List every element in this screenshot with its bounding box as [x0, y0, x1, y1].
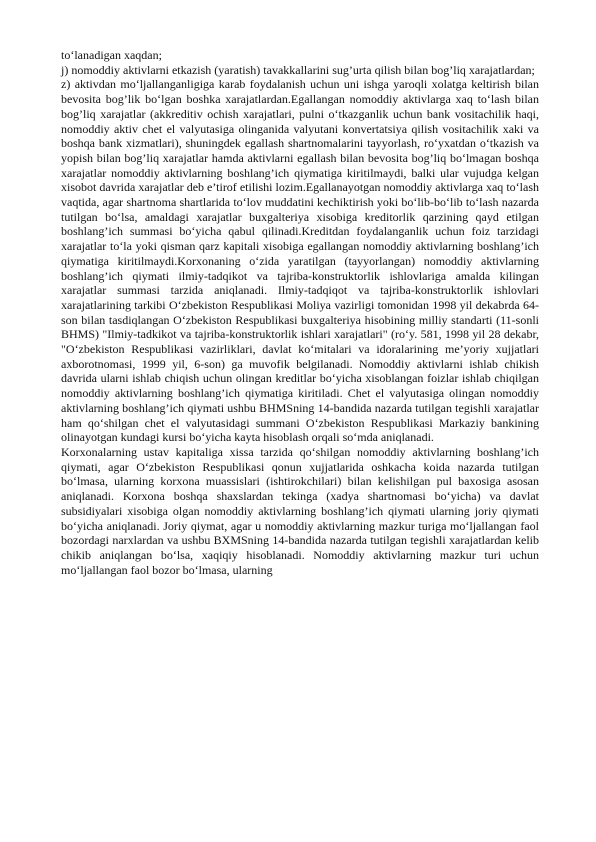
paragraph-1: to‘lanadigan xaqdan;: [61, 48, 162, 62]
paragraph-2: j) nomoddiy aktivlarni etkazish (yaratish) tavakkallarini sug’urta qilish bilan bog’liq xarajatlardan;: [61, 62, 535, 77]
document-page: [61, 48, 539, 577]
paragraph-4: Korxonalarning ustav kapitaliga xissa tarzida qo‘shilgan nomoddiy aktivlarning boshlang’ich qiymati, agar O‘zbekiston Respublikasi qonun xujjatlarida oshkacha koida nazarda tutilgan bo‘lmasa, ularning korxona muassislari (ishtirokchilari) bilan kelishilgan pul baxosiga asosan aniqlanadi. Korxona boshqa shaxslardan tekinga (xadya shartnomasi bo‘yicha) va davlat subsidiyalari xisobiga olgan nomoddiy aktivlarning boshlang’ich qiymati ularning joriy qiymati bo‘yicha aniqlanadi. Joriy qiymat, agar u nomoddiy aktivlarning mazkur turiga mo‘ljallangan faol bozordagi narxlardan va ushbu BXMSning 14-bandida nazarda tutilgan tegishli xarajatlardan kelib chikib aniqlangan bo‘lsa, xaqiqiy hisoblanadi. Nomoddiy aktivlarning mazkur turi uchun mo‘ljallangan faol bozor bo‘lmasa, ularning: [61, 444, 539, 577]
paragraph-3: z) aktivdan mo‘ljallanganligiga karab foydalanish uchun uni ishga yaroqli xolatga keltirish bilan bevosita bog’lik bo‘lgan boshka xarajatlardan.Egallangan nomoddiy aktivlarga xaq to‘lash bilan bog’liq xarajatlar (akkreditiv ochish xarajatlari, pulni o‘tkazganlik uchun bank vositachilik haqi, nomoddiy aktiv chet el valyutasiga olinganida valyutani konvertatsiya qilish vositachilik xaki va boshqa bank xizmatlari), shuningdek egallash shartnomalarini tayyorlash, ro‘yxatdan o‘tkazish va yopish bilan bog’liq xarajatlar hamda aktivlarni egallash bilan bevosita bog’liq bo‘lmagan boshqa xarajatlar nomoddiy aktivlarning boshlang’ich qiymatiga kiritilmaydi, balki ular vujudga kelgan xisobot davrida xarajatlar deb e’tirof etilishi lozim.Egallanayotgan nomoddiy aktivlarga xaq to‘lash vaqtida, agar shartnoma shartlarida to‘lov muddatini kechiktirish yoki bo‘lib-bo‘lib to‘lash nazarda tutilgan bo‘lsa, amaldagi xarajatlar buxgalteriya xisobiga kreditorlik qarzining qayd etilgan boshlang’ich summasi bo‘yicha qabul qilinadi.Kreditdan foydalanganlik uchun foiz tarzidagi xarajatlar to‘la yoki qisman qarz kapitali xisobiga egallangan nomoddiy aktivlarning boshlang’ich qiymatiga kiritilmaydi.Korxonaning o‘zida yaratilgan (tayyorlangan) nomoddiy aktivlarning boshlang’ich qiymati ilmiy-tadqikot va tajriba-konstruktorlik ishlovlariga amalda kilingan xarajatlar summasi tarzida aniqlanadi. Ilmiy-tadqiqot va tajriba-konstruktorlik ishlovlari xarajatlarining tarkibi O‘zbekiston Respublikasi Moliya vazirligi tomonidan 1998 yil dekabrda 64-son bilan tasdiqlangan O‘zbekiston Respublikasi buxgalteriya hisobining milliy standarti (11-sonli BHMS) "Ilmiy-tadkikot va tajriba-konstruktorlik ishlari xarajatlari" (ro‘y. 581, 1998 yil 28 dekabr, "O‘zbekiston Respublikasi vazirliklari, davlat ko‘mitalari va idoralarining me’yoriy xujjatlari axborotnomasi, 1999 yil, 6-son) ga muvofik belgilanadi. Nomoddiy aktivlarni ishlab chikish davrida ularni ishlab chiqish uchun olingan kreditlar bo‘yicha xisoblangan foizlar ishlab chiqilgan nomoddiy aktivlarning boshlang’ich qiymatiga kiritiladi. Chet el valyutasiga olingan nomoddiy aktivlarning boshlang’ich qiymati ushbu BHMSning 14-bandida nazarda tutilgan tegishli xarajatlar ham qo‘shilgan chet el valyutasidagi summani O‘zbekiston Respublikasi Markaziy bankining olinayotgan kundagi kursi bo‘yicha kayta hisoblash orqali so‘mda aniqlanadi.: [61, 77, 539, 445]
